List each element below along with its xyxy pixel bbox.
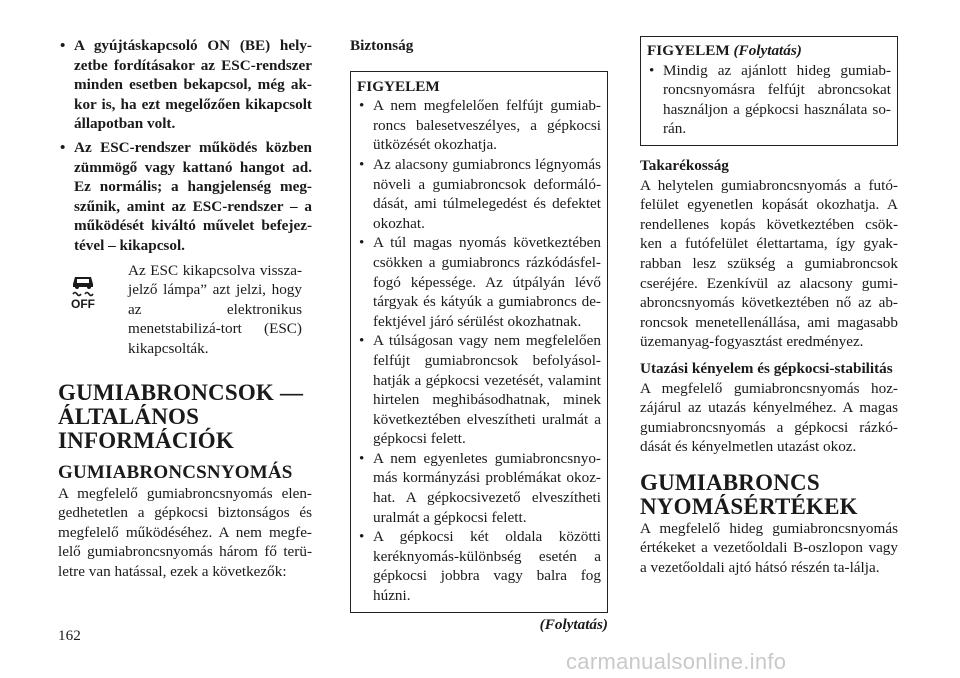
comfort-paragraph: A megfelelő gumiabroncsnyomás hoz-zájárul az utazás kényelméhez. A magas gumiabroncsnyomás a gépkocsi rázkó-dását és kényelmetlen utazást okoz. [640,379,898,456]
continued-label: (Folytatás) [539,615,608,633]
list-item: • A gépkocsi két oldala közötti keréknyomás-különbség esetén a gépkocsi jobbra vagy balra fog húzni. [357,527,601,605]
list-item: • A nem egyenletes gumiabroncsnyo-más kormányzási problémákat okoz-hat. A gépkocsivezető elveszítheti uralmát a gépkocsi felett. [357,449,601,527]
warning-title [647,41,891,61]
list-item: • A nem megfelelően felfújt gumiab-roncs balesetveszélyes, a gépkocsi ütközését okozhatja. [357,96,601,155]
esc-notes-list [58,36,312,256]
list-item: • Mindig az ajánlott hideg gumiab-roncsnyomásra felfújt abroncsokat használjon a gépkocsi használata so-rán. [647,61,891,139]
subsection-heading: GUMIABRONCSNYOMÁS [58,461,293,483]
list-item: • Az ESC-rendszer működés közben zümmögő vagy kattanó hangot ad. Ez normális; a hangjelenség meg-szűnik, amint az ESC-rendszer – a működését kiváltó művelet befejez-tével – kikapcsol. [58,138,312,256]
economy-paragraph: A helytelen gumiabroncsnyomás a futó-felület egyenetlen kopását okozhatja. A rendellenes kopás következtében csök-ken a futófelület élettartama, így gyak-rabban lesz szükség a gumiabroncsok cseréjére. Ezenkívül az alacsony gumi-abroncsnyomás következtében nő az ab-roncsok menetellenállása, ami magasabb üzemanyag-fogyasztást eredményez. [640,176,898,351]
skidding-car-icon [70,275,96,297]
esc-off-label: OFF [71,296,95,311]
warning-list [357,96,601,605]
warning-title-text: FIGYELEM [647,42,730,59]
intro-paragraph: A megfelelő gumiabroncsnyomás elen-gedhetetlen a gépkocsi biztonságos és megfelelő működéséhez. A nem megfe-lelő gumiabroncsnyomás három fő terü-letre van hatással, ezek a következők: [58,484,312,580]
right-column [640,36,898,578]
warning-box-continued [640,36,898,146]
esc-off-icon [58,261,108,359]
warning-title-suffix: (Folytatás) [733,42,802,59]
warning-box [350,71,608,613]
left-column [58,36,312,581]
warning-title: FIGYELEM [357,77,440,95]
watermark: carmanualsonline.info [566,649,787,674]
esc-off-indicator-note [58,261,312,359]
page-number: 162 [58,627,81,644]
pressure-values-paragraph: A megfelelő hideg gumiabroncsnyomás értékeket a vezetőoldali B-oszlopon vagy a vezetőoldali ajtó hátsó részén ta-lálja. [640,519,898,577]
section-heading: GUMIABRONCSOK — ÁLTALÁNOS INFORMÁCIÓK [58,379,304,453]
warning-list [647,61,891,139]
list-item: • A gyújtáskapcsoló ON (BE) hely-zetbe fordításakor az ESC-rendszer minden esetben bekapcsol, még ak-kor is, ha ezt megelőzően kikapcsolt állapotban volt. [58,36,312,134]
middle-column [350,36,608,634]
section-heading: GUMIABRONCS NYOMÁSÉRTÉKEK [640,469,858,519]
esc-off-description: Az ESC kikapcsolva vissza-jelző lámpa” azt jelzi, hogy az elektronikus menetstabilizá-tort (ESC) kikapcsolták. [128,261,302,357]
list-item: • A túl magas nyomás következtében csökken a gumiabroncs rázkódásfel-fogó képessége. Az útpályán lévő tárgyak és kátyúk a gumiabroncs de-fektjével járó sérülést okozhatnak. [357,233,601,331]
list-item: • Az alacsony gumiabroncs légnyomás növeli a gumiabroncsok deformáló-dását, ami túlmelegedést és defektet okozhat. [357,155,601,233]
safety-heading: Biztonság [350,37,414,54]
list-item: • A túlságosan vagy nem megfelelően felfújt gumiabroncsok befolyásol-hatják a gépkocsi vezetését, valamint hirtelen meghibásodhatnak, minek következtében elveszítheti uralmát a gépkocsi felett. [357,331,601,449]
economy-heading: Takarékosság [640,156,729,174]
comfort-heading: Utazási kényelem és gépkocsi-stabilitás [640,359,893,377]
